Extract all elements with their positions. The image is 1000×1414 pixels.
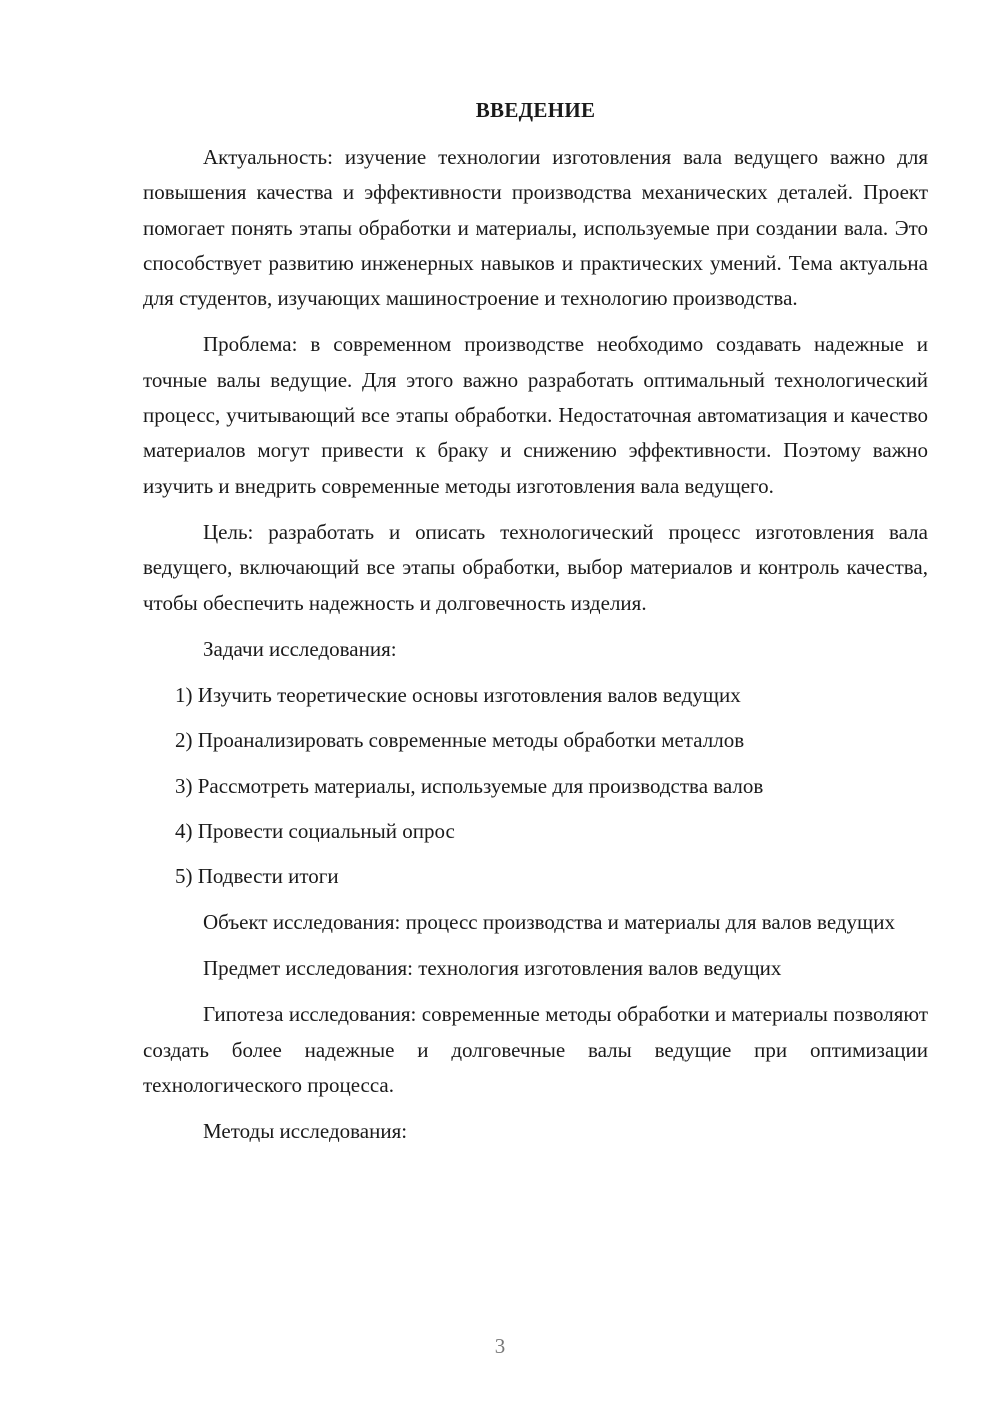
list-item: 1) Изучить теоретические основы изготовления валов ведущих: [175, 683, 741, 708]
list-item: 2) Проанализировать современные методы обработки металлов: [175, 728, 745, 753]
list-item: 5) Подвести итоги: [175, 864, 339, 889]
paragraph-subject: Предмет исследования: технология изготовления валов ведущих: [203, 955, 782, 980]
page-number: 3: [494, 1334, 506, 1358]
paragraph-goal: Цель: разработать и описать технологический процесс изготовления вала ведущего, включающий все этапы обработки, выбор материалов и контроль качества, чтобы обеспечить надежность и долговечность изделия.: [143, 519, 928, 615]
document-page: [143, 92, 928, 1160]
paragraph-hypothesis: Гипотеза исследования: современные методы обработки и материалы позволяют создать более надежные и долговечные валы ведущие при оптимизации технологического процесса.: [143, 1002, 928, 1097]
list-item: 3) Рассмотреть материалы, используемые для производства валов: [175, 773, 764, 798]
paragraph-object: Объект исследования: процесс производства и материалы для валов ведущих: [203, 909, 895, 934]
paragraph-problem: Проблема: в современном производстве необходимо создавать надежные и точные валы ведущие. Для этого важно разработать оптимальный технологический процесс, учитывающий все этапы обработки. Недостаточная автоматизация и качество материалов могут привести к браку и снижению эффективности. Поэтому важно изучить и внедрить современные методы изготовления вала ведущего.: [143, 332, 928, 498]
methods-heading: Методы исследования:: [203, 1119, 408, 1144]
paragraph-relevance: Актуальность: изучение технологии изготовления вала ведущего важно для повышения качества и эффективности производства механических деталей. Проект помогает понять этапы обработки и материалы, используемые при создании вала. Это способствует развитию инженерных навыков и практических умений. Тема актуальна для студентов, изучающих машиностроение и технологию производства.: [143, 145, 928, 311]
list-item: 4) Провести социальный опрос: [175, 819, 455, 844]
tasks-heading: Задачи исследования:: [203, 636, 397, 661]
tasks-list: [143, 678, 928, 894]
section-title: ВВЕДЕНИЕ: [475, 98, 596, 122]
